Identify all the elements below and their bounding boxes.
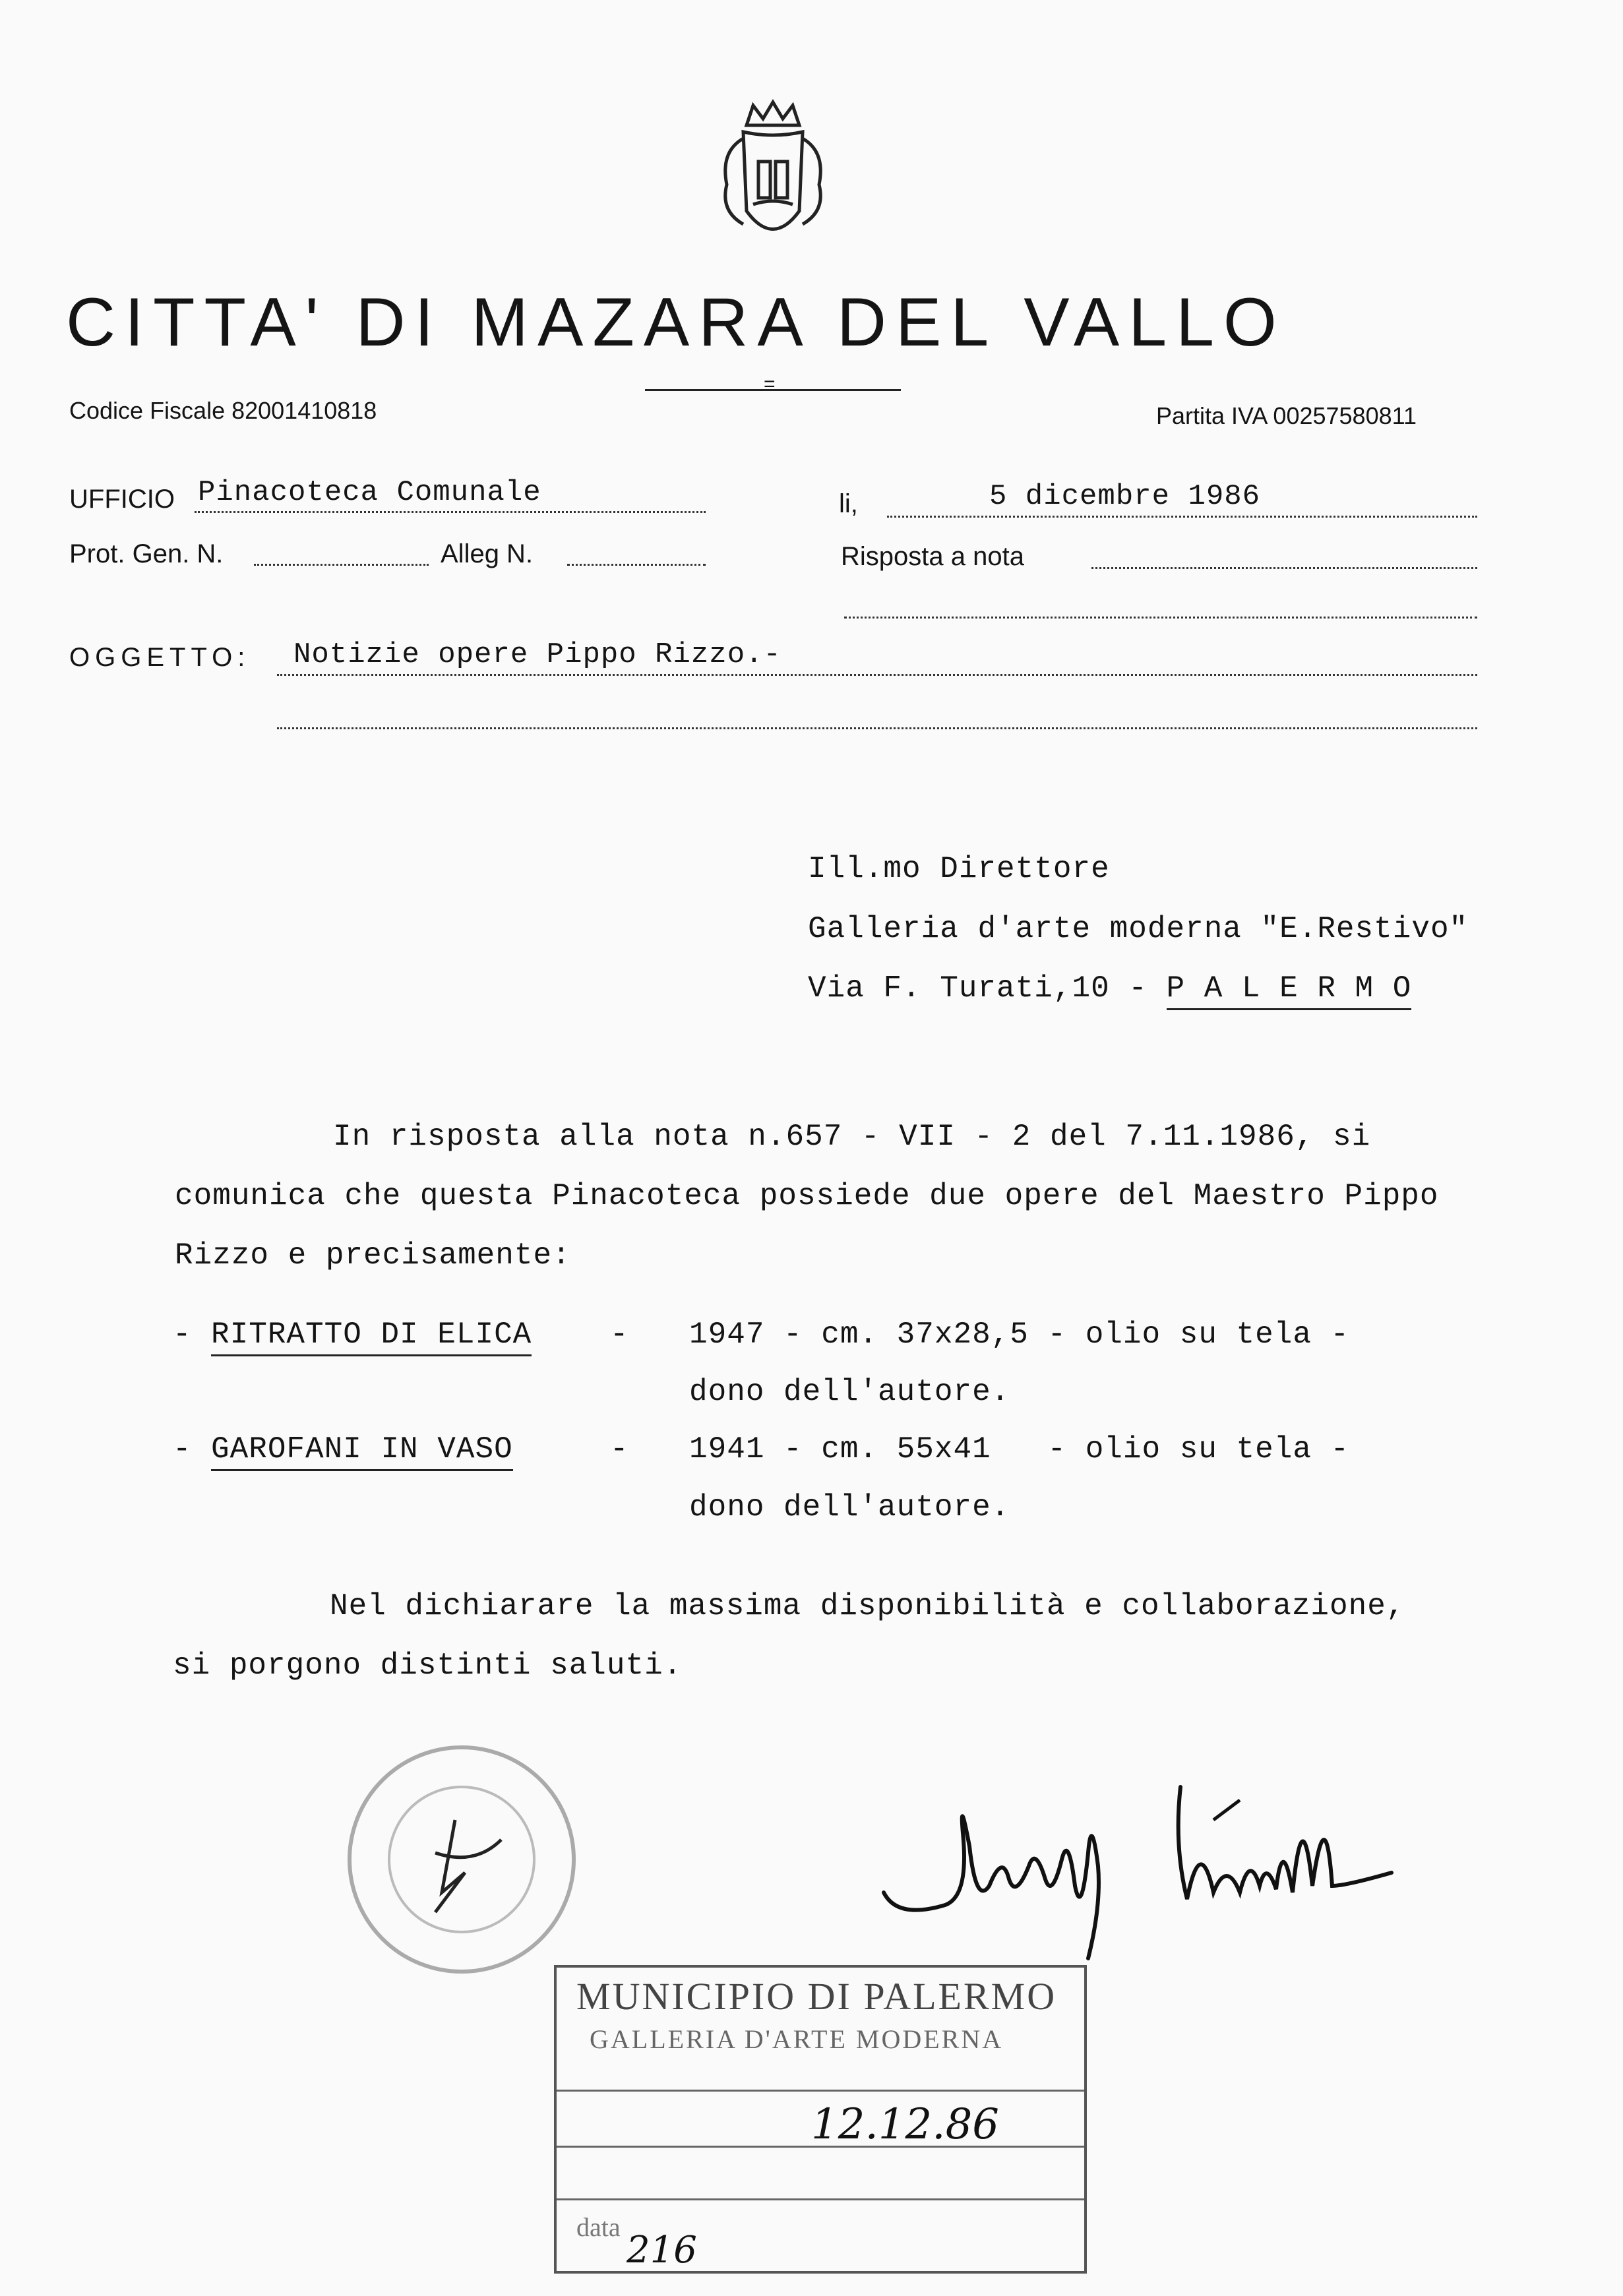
- recipient-address: [808, 971, 1411, 1006]
- received-stamp-line-1: MUNICIPIO DI PALERMO: [576, 1975, 1057, 2018]
- oggetto-line: [277, 674, 1477, 676]
- recipient-institution: Galleria d'arte moderna "E.Restivo": [808, 912, 1469, 946]
- recipient-title: Ill.mo Direttore: [808, 852, 1110, 886]
- letterhead-title: CITTA' DI MAZARA DEL VALLO: [66, 284, 1286, 361]
- received-stamp-line-2: GALLERIA D'ARTE MODERNA: [590, 2024, 1004, 2054]
- work-2-sep: -: [610, 1432, 629, 1466]
- recipient-city: P A L E R M O: [1167, 971, 1412, 1010]
- work-1-details: 1947 - cm. 37x28,5 - olio su tela -: [689, 1317, 1350, 1352]
- prot-line: [254, 564, 429, 566]
- work-2-dash: -: [173, 1432, 192, 1466]
- risposta-line: [1091, 567, 1477, 569]
- recipient-street: Via F. Turati,10 -: [808, 971, 1148, 1006]
- work-2-title: GAROFANI IN VASO: [211, 1432, 513, 1471]
- oggetto-label: OGGETTO:: [69, 643, 251, 672]
- coat-of-arms-icon: [707, 99, 839, 251]
- title-divider-mark: =: [764, 373, 776, 395]
- alleg-line: [567, 564, 706, 566]
- letter-date: 5 dicembre 1986: [989, 480, 1261, 513]
- work-1-title: RITRATTO DI ELICA: [211, 1317, 532, 1356]
- closing-line-1: Nel dichiarare la massima disponibilità e collaborazione,: [330, 1589, 1405, 1623]
- risposta-label: Risposta a nota: [841, 542, 1024, 571]
- work-1-provenance: dono dell'autore.: [689, 1375, 1010, 1409]
- alleg-label: Alleg N.: [441, 539, 534, 568]
- risposta-line-2: [844, 617, 1477, 619]
- work-2-details: 1941 - cm. 55x41 - olio su tela -: [689, 1432, 1350, 1466]
- date-prefix: li,: [839, 489, 858, 518]
- codice-fiscale: Codice Fiscale 82001410818: [69, 397, 377, 424]
- partita-iva: Partita IVA 00257580811: [1156, 402, 1417, 429]
- closing-line-2: si porgono distinti saluti.: [173, 1648, 683, 1683]
- stamp-divider-3: [557, 2198, 1084, 2200]
- prot-label: Prot. Gen. N.: [69, 539, 224, 568]
- ufficio-line: [195, 511, 706, 513]
- date-line: [887, 516, 1477, 518]
- round-seal-icon: [343, 1741, 580, 1978]
- received-date-label: data: [576, 2212, 621, 2242]
- work-2-provenance: dono dell'autore.: [689, 1490, 1010, 1525]
- work-1-dash: -: [173, 1317, 192, 1352]
- handwritten-signature: [871, 1754, 1411, 1965]
- ufficio-value: Pinacoteca Comunale: [198, 476, 541, 509]
- body-line-2: comunica che questa Pinacoteca possiede due opere del Maestro Pippo: [175, 1179, 1439, 1213]
- stamp-divider-1: [557, 2090, 1084, 2092]
- work-1-sep: -: [610, 1317, 629, 1352]
- body-line-3: Rizzo e precisamente:: [175, 1238, 571, 1273]
- oggetto-line-2: [277, 727, 1477, 729]
- received-date: 12.12.86: [811, 2100, 999, 2149]
- body-line-1: In risposta alla nota n.657 - VII - 2 del 7.11.1986, si: [333, 1120, 1371, 1154]
- received-number: 216: [627, 2229, 697, 2272]
- oggetto-value: Notizie opere Pippo Rizzo.-: [293, 638, 781, 671]
- ufficio-label: UFFICIO: [69, 485, 175, 514]
